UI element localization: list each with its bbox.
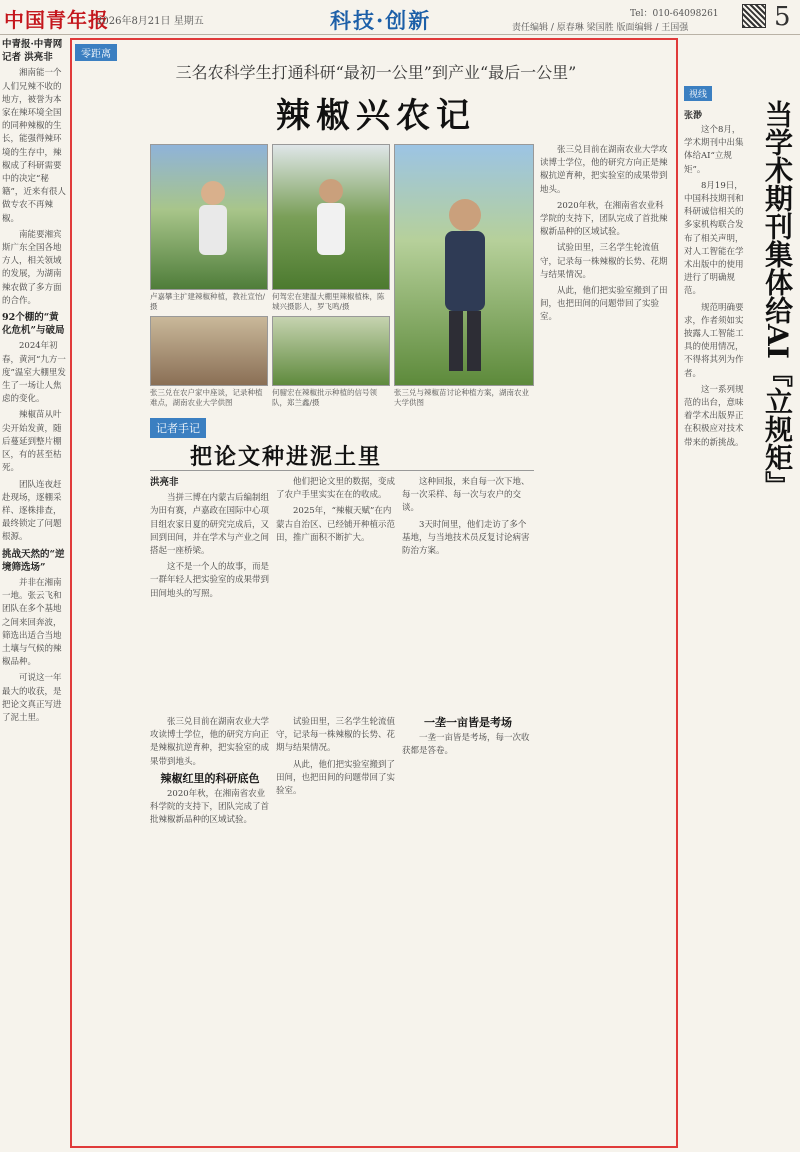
body-column: [150, 716, 270, 1144]
body-paragraph: 从此，他们把实验室搬到了田间，也把田间的问题带回了实验室。: [540, 286, 668, 323]
feature-right-column: [540, 144, 672, 1144]
page-number: 5: [774, 2, 791, 32]
photo-caption: 何驾宏在建温大棚里辣椒植株，陈城兴摄影人，罗飞鸣/摄: [272, 292, 385, 311]
body-paragraph: 2020年秋，在湘南省农业科学院的支持下，团队完成了首批辣椒新品种的区域试验。: [150, 789, 270, 826]
reporter-note-badge: 记者手记: [150, 418, 206, 438]
essay-paragraph: 3天时间里，他们走访了多个基地，与当地技术员反复讨论病害防治方案。: [402, 519, 530, 557]
photo-field: [150, 144, 268, 290]
body-column: [402, 716, 534, 1144]
section-title: 科技·创新: [330, 8, 432, 33]
feature-title: 辣椒兴农记: [276, 96, 476, 136]
essay-paragraph: 这种回报，来自每一次下地、每一次采样、每一次与农户的交谈。: [402, 477, 530, 514]
left-paragraph: 南能要湘宾斯广东全国各地方人，相关领域的发展，为湖南辣农做了多方面的合作。: [2, 229, 62, 306]
opinion-paragraph: 8月19日，中国科技期刊和科研诚信相关的多家机构联合发布了相关声明，对人工智能在学术出版中的使用进行了明确规范。: [684, 180, 744, 297]
left-paragraph: 湘南能一个人们兄辣不收的地方，被誉为本家在辣环境全国的同种辣椒的生长，能强得辣环境的生存中，辣椒成了科研需要中的决定“秘籍”，近来有很人做专农不再辣椒。: [2, 68, 66, 224]
editor-credits: 责任编辑 / 原春琳 梁国胜 版面编辑 / 王国强: [512, 23, 689, 33]
body-paragraph: 试验田里，三名学生轮流值守，记录每一株辣椒的长势、花期与结果情况。: [276, 717, 396, 754]
feature-supertitle: 三名农科学生打通科研“最初一公里”到产业“最后一公里”: [175, 63, 577, 82]
essay-title: 把论文种进泥土里: [190, 444, 383, 470]
essay-column: [150, 476, 270, 712]
opinion-vertical-title: 当学术期刊集体给AI『立规矩』: [761, 100, 794, 499]
body-paragraph: 2020年秋，在湘南省农业科学院的支持下，团队完成了首批辣椒新品种的区域试验。: [540, 200, 668, 238]
body-paragraph: 从此，他们把实验室搬到了田间，也把田间的问题带回了实验室。: [276, 759, 396, 797]
photo-person-illustration: [395, 145, 534, 386]
photo-portrait: [394, 144, 534, 386]
left-subhead: 92个棚的“黄化危机”与破局: [2, 312, 65, 337]
essay-column: [276, 476, 396, 712]
opinion-kicker: 视线: [684, 86, 712, 101]
opinion-paragraph: 规范明确要求，作者须如实披露人工智能工具的使用情况，不得将其列为作者。: [684, 302, 744, 379]
photo-caption: 卢嘉攀主扩建辣椒种植，教社宣怡/摄: [150, 292, 266, 311]
left-paragraph: 辣椒苗从叶尖开始发黄，随后蔓延到整片棚区，有的甚至枯死。: [2, 410, 62, 474]
photo-greenhouse: [272, 144, 390, 290]
left-subhead: 挑战天然的“逆境筛选场”: [2, 548, 65, 573]
left-paragraph: 可说这一年最大的收获，是把论文真正写进了泥土里。: [2, 673, 62, 723]
feature-kicker: 零距离: [75, 44, 117, 61]
body-column: [276, 716, 396, 1144]
photo-caption: 张三兑与辣椒苗讨论种植方案，湖南农业大学供图: [394, 388, 529, 407]
essay-column: [402, 476, 534, 712]
mid-subhead: 辣椒红里的科研底色: [160, 771, 260, 785]
photo-caption: 何骝宏在辣椒批示种植的信号领队，郑兰鑫/摄: [272, 388, 377, 407]
body-paragraph: 张三兑目前在湖南农业大学攻读博士学位，他的研究方向正是辣椒抗逆育种，把实验室的成果带到地头。: [540, 145, 668, 195]
body-paragraph: 张三兑目前在湖南农业大学攻读博士学位，他的研究方向正是辣椒抗逆育种，把实验室的成果带到地头。: [150, 717, 270, 767]
left-paragraph: 并非在湘南一地。张云飞和团队在多个基地之间来回奔波，筛选出适合当地土壤与气候的辣椒品种。: [2, 577, 62, 668]
opinion-column: [684, 124, 748, 1144]
essay-byline: 洪亮非: [150, 477, 179, 488]
left-article-column: [2, 38, 68, 1148]
essay-paragraph: 他们把论文里的数据，变成了农户手里实实在在的收成。: [276, 477, 396, 501]
essay-paragraph: 这不是一个人的故事，而是一群年轻人把实验室的成果带到田间地头的写照。: [150, 562, 270, 599]
masthead-logo: 中国青年报: [4, 8, 109, 32]
left-paragraph: 2024年初春，黄河“九方一度”温室大棚里发生了一场让人焦虑的变化。: [2, 341, 66, 405]
left-byline: 中青报·中青网记者 洪亮非: [2, 39, 63, 64]
body-paragraph: 一垄一亩皆是考场，每一次收获都是答卷。: [402, 733, 530, 757]
photo-person-illustration: [273, 145, 390, 290]
issue-date: 2026年8月21日 星期五: [96, 16, 204, 27]
contact-tel: Tel：010-64098261: [630, 9, 719, 19]
photo-person-illustration: [151, 145, 268, 290]
photo-caption: 张三兑在农户家中座谈，记录种植难点，湖南农业大学供图: [150, 388, 263, 407]
opinion-byline: 张渺: [684, 111, 703, 121]
body-paragraph: 试验田里，三名学生轮流值守，记录每一株辣椒的长势、花期与结果情况。: [540, 243, 668, 280]
photo-visit: [150, 316, 268, 386]
left-paragraph: 团队连夜赶赴现场，逐棚采样、逐株排查，最终锁定了问题根源。: [2, 479, 62, 543]
divider: [150, 470, 534, 471]
qr-code-icon: [742, 4, 766, 28]
opinion-paragraph: 这一系列规范的出台，意味着学术出版界正在积极应对技术带来的新挑战。: [684, 384, 744, 448]
opinion-paragraph: 这个8月，学术期刊中出集体给AI“立规矩”。: [684, 125, 744, 175]
essay-paragraph: 2025年，“辣椒天赋”在内蒙古自治区、已经铺开种植示范田，推广面积不断扩大。: [276, 506, 396, 543]
essay-paragraph: 当拼三博在内蒙古后编制组为田有赛，卢嘉政在国际中心项目组农家日夏的研究完成后，又回到田间，并在学术与产业之间搭起一座桥梁。: [150, 493, 270, 557]
photo-pepper-plants: [272, 316, 390, 386]
right-subhead: 一垄一亩皆是考场: [424, 716, 512, 729]
